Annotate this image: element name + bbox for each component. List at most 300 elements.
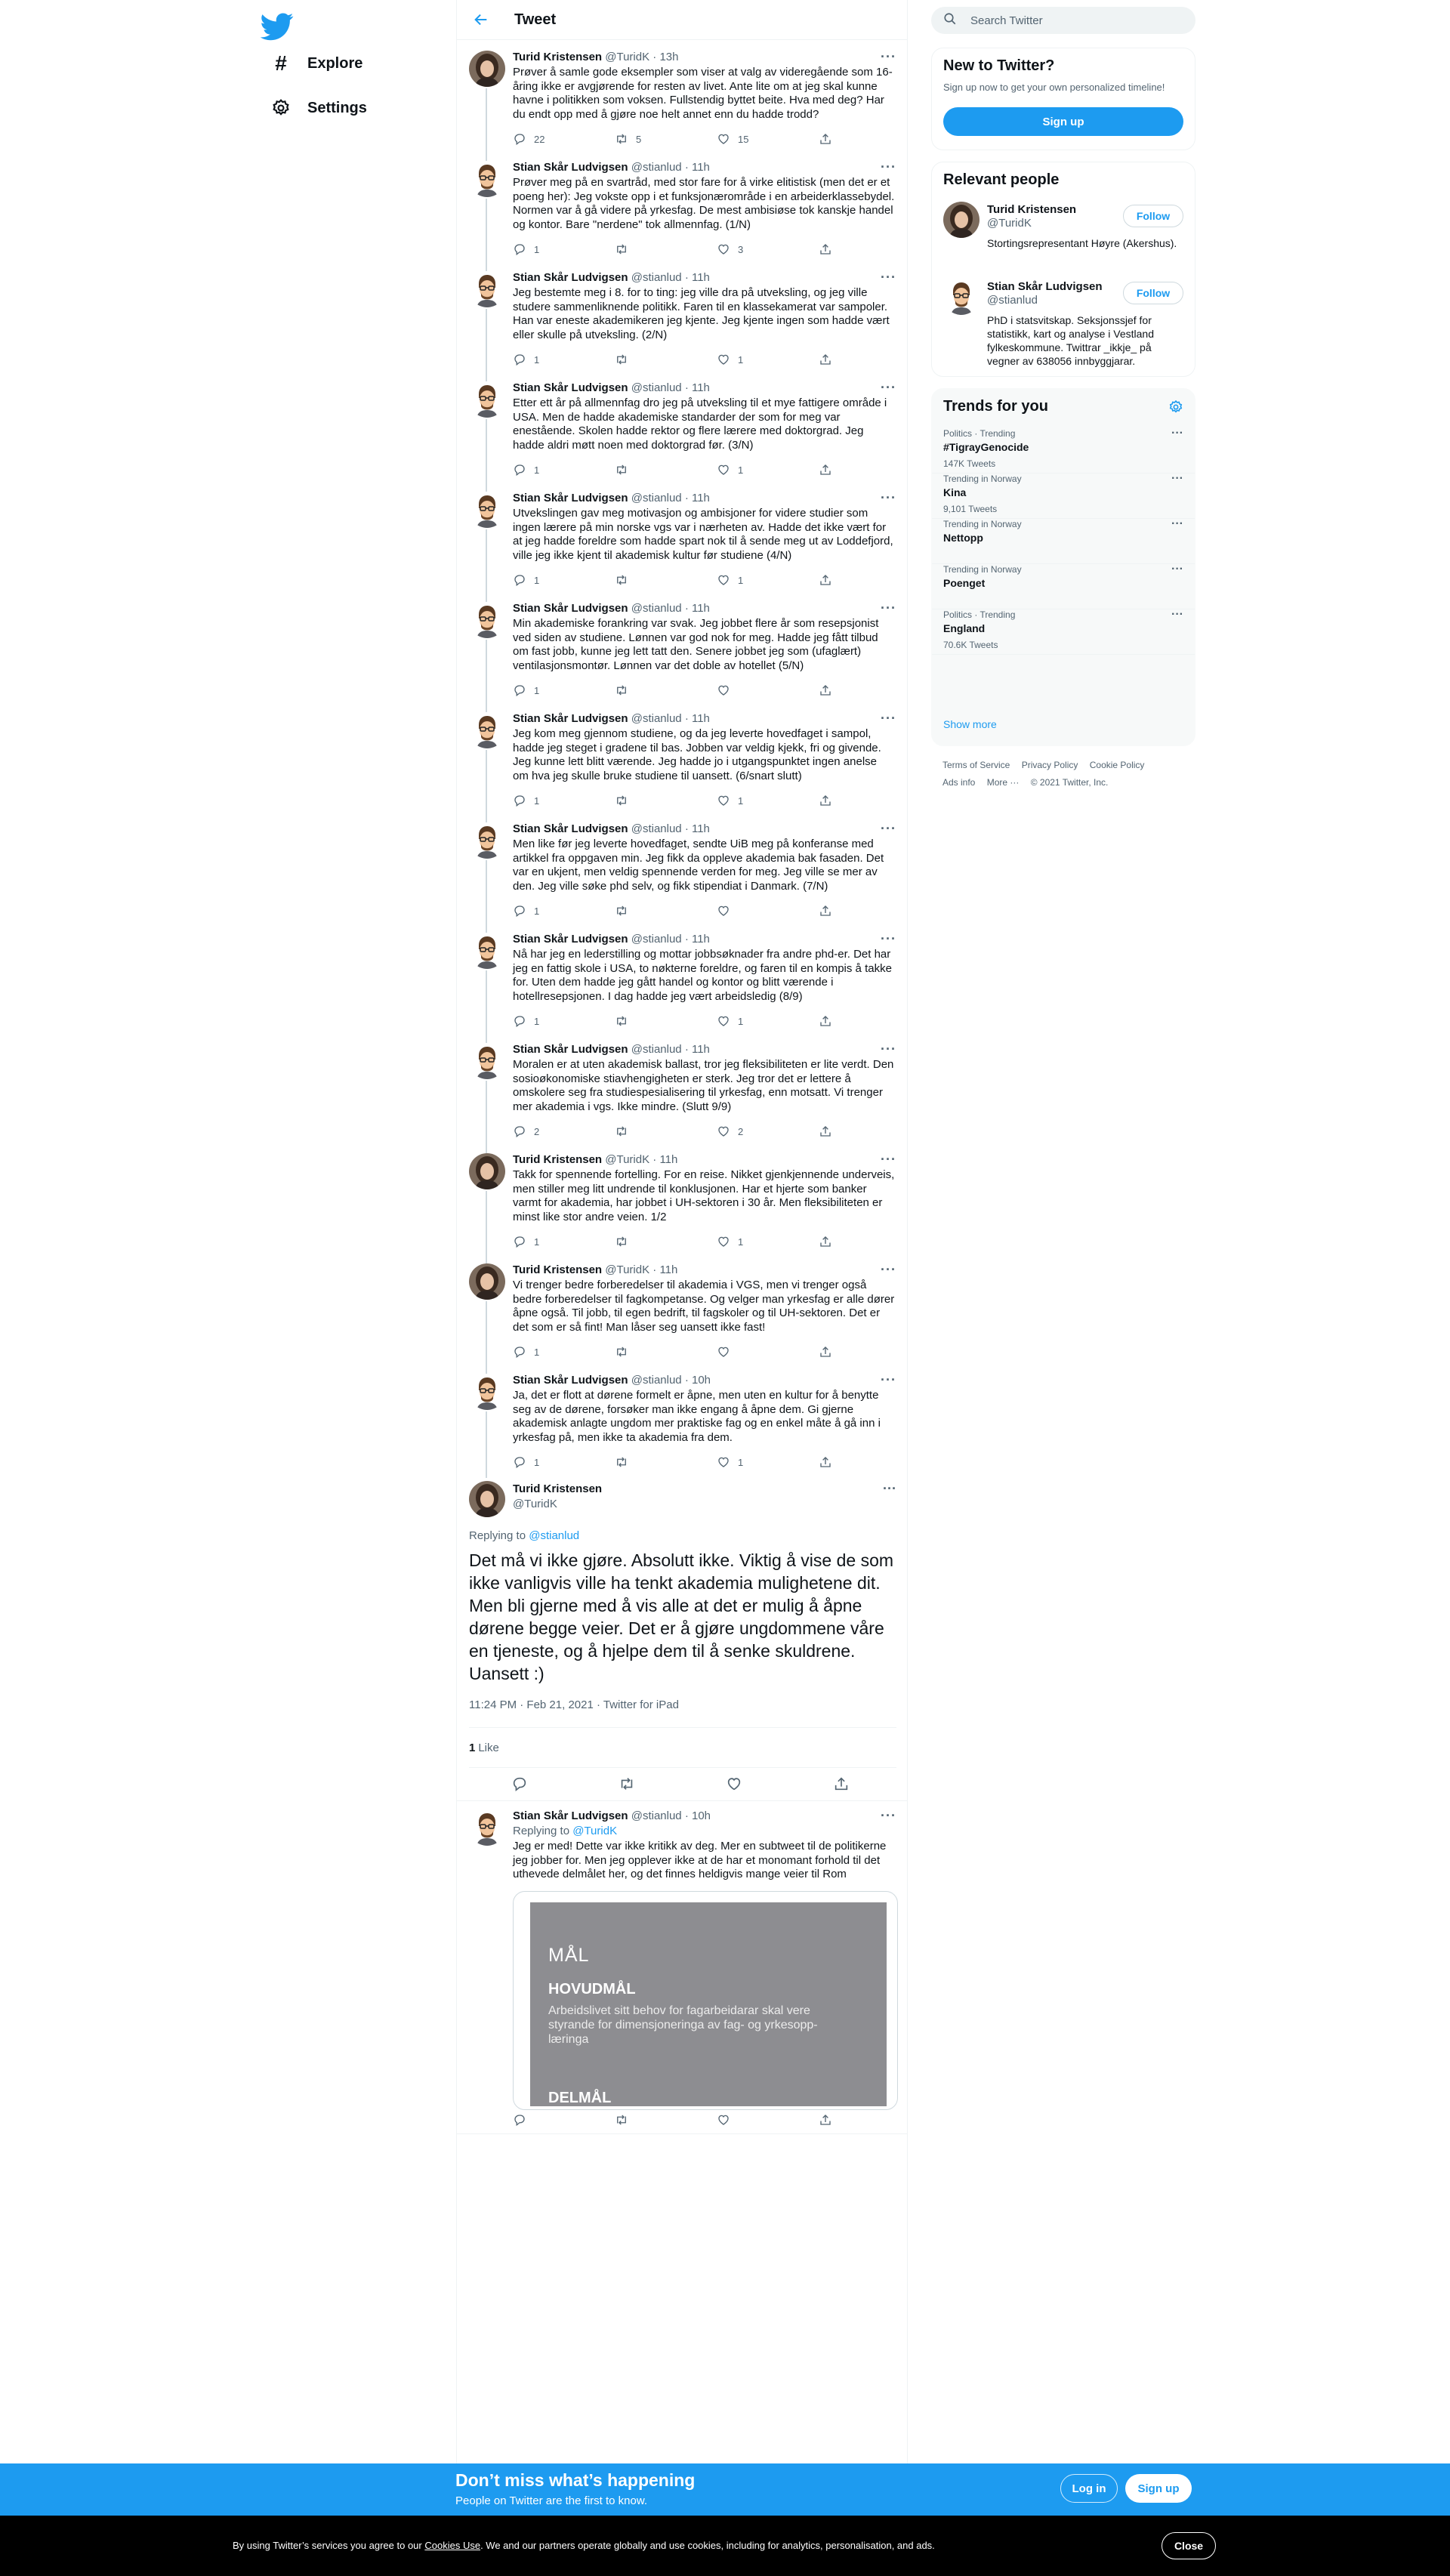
tweet-text: Moralen er at uten akademisk ballast, tror jeg fleksibiliteten er lite verdt. Den sosioøkonomiske stiavhengigheten er sterk. Jeg tror det er lettere å omskolere seg fra studiespesialisering til yrkesfag, enn motsatt. Vi trenger mer akademia i vgs. Ikke mindre. (Slutt 9/9): [513, 1058, 894, 1113]
reply-button[interactable]: [513, 242, 539, 256]
more-icon[interactable]: ···: [881, 49, 896, 64]
tweet-time[interactable]: · 10h: [684, 1374, 711, 1387]
reply-icon: [513, 463, 526, 477]
replying-to-link[interactable]: @stianlud: [529, 1529, 580, 1542]
like-button[interactable]: [717, 2113, 738, 2127]
reply-icon: [513, 1124, 526, 1138]
reply-button[interactable]: [513, 1345, 539, 1359]
reply-button[interactable]: [513, 904, 539, 918]
trend-name: Nettopp: [943, 532, 983, 544]
replying-to-link[interactable]: @TuridK: [572, 1825, 618, 1837]
author-handle[interactable]: @stianlud: [631, 1809, 682, 1822]
retweet-button[interactable]: [615, 904, 636, 918]
trend-count: 70.6K Tweets: [943, 640, 998, 650]
tweet[interactable]: [457, 1146, 907, 1256]
like-icon: [717, 683, 730, 697]
like-icon: [717, 1455, 730, 1469]
more-icon[interactable]: ···: [1171, 427, 1183, 440]
reply-count: 1: [534, 1015, 540, 1027]
person-handle[interactable]: @stianlud: [987, 294, 1038, 307]
sidebar-signup-button[interactable]: Sign up: [943, 107, 1183, 136]
retweet-count: 5: [636, 133, 642, 145]
retweet-icon: [615, 904, 628, 918]
tweet-text: Jeg kom meg gjennom studiene, og da jeg leverte hovedfaget i sampol, hadde jeg steget i gradene til bas. Jobben var veldig kjekk, fri og givende. Jeg kunne lett blitt værende. Jeg hadde jo i utgangspunktet ingen anelse om hva jeg skulle bruke studiene til uansett. (6/snart slutt): [513, 727, 881, 782]
author-name[interactable]: Stian Skår Ludvigsen: [513, 492, 628, 504]
trend-item[interactable]: [932, 564, 1195, 609]
tweet[interactable]: [457, 264, 907, 374]
tweet[interactable]: [457, 1256, 907, 1366]
follow-button[interactable]: Follow: [1123, 205, 1183, 227]
author-handle[interactable]: @stianlud: [631, 602, 682, 615]
tweet-time[interactable]: · 11h: [684, 492, 710, 504]
like-button[interactable]: [717, 683, 738, 697]
thread-line: [486, 372, 487, 381]
like-count: 3: [738, 243, 744, 255]
reply-count: 1: [534, 794, 540, 807]
trend-name: #TigrayGenocide: [943, 441, 1029, 453]
trend-item[interactable]: [932, 609, 1195, 655]
author-name[interactable]: Stian Skår Ludvigsen: [513, 1374, 628, 1387]
thread-line: [486, 1191, 487, 1257]
author-name[interactable]: Stian Skår Ludvigsen: [513, 381, 628, 394]
trend-item[interactable]: [932, 474, 1195, 519]
author-handle[interactable]: @stianlud: [631, 161, 682, 174]
avatar[interactable]: [469, 492, 505, 528]
author-name[interactable]: Turid Kristensen: [513, 1153, 603, 1166]
share-icon: [819, 1014, 832, 1028]
person-name[interactable]: Stian Skår Ludvigsen: [987, 280, 1103, 293]
show-more-link[interactable]: Show more: [943, 718, 997, 730]
share-button[interactable]: [819, 573, 840, 587]
reply-button[interactable]: [513, 1235, 539, 1248]
footer: [942, 757, 1192, 791]
tweet-time[interactable]: · 10h: [684, 1809, 711, 1822]
tweet[interactable]: [457, 594, 907, 705]
trend-item[interactable]: [932, 519, 1195, 564]
avatar[interactable]: [469, 271, 505, 307]
share-button[interactable]: [819, 1345, 840, 1359]
retweet-button[interactable]: [615, 573, 636, 587]
login-button[interactable]: Log in: [1060, 2474, 1118, 2503]
thread-line: [486, 1034, 487, 1043]
share-button[interactable]: [819, 794, 840, 807]
tweet-time[interactable]: · 11h: [684, 712, 710, 725]
tweet[interactable]: [457, 1366, 907, 1476]
share-icon: [819, 904, 832, 918]
replying-label: Replying to: [513, 1825, 570, 1837]
tweet-actions: [513, 1345, 838, 1360]
tweet-header: [513, 1809, 711, 1822]
attached-image[interactable]: [513, 1891, 898, 2110]
avatar[interactable]: [469, 1809, 505, 1846]
like-button[interactable]: [717, 1124, 743, 1138]
more-icon[interactable]: ···: [1171, 563, 1183, 575]
trends-title: Trends for you: [943, 398, 1048, 415]
author-handle[interactable]: @stianlud: [631, 271, 682, 284]
tweet-text: Jeg bestemte meg i 8. for to ting: jeg ville dra på utveksling, og jeg ville studere sammenliknende politikk. Faren til en klassekamerat var sampoler. Han var eneste akademikeren jeg kjente. Jeg kjente ingen som hadde vært eller skulle på utveksling. (2/N): [513, 286, 890, 341]
twitter-logo-icon[interactable]: [261, 9, 294, 42]
trend-context: Politics · Trending: [943, 609, 1016, 620]
tweet-text: Det må vi ikke gjøre. Absolutt ikke. Viktig å vise de som ikke vanligvis ville ha tenkt akademia mulighetene dit. Men bli gjerne med å vis alle at det er mulig å åpne dørene begge veier. Det er å gjøre ungdommene våre en tjeneste, og å hjelpe dem til å senke skuldrene. Uansett :): [469, 1550, 894, 1683]
thread-line: [486, 1411, 487, 1478]
tweet[interactable]: [457, 815, 907, 925]
author-handle[interactable]: @stianlud: [631, 381, 682, 394]
author-handle[interactable]: @TuridK: [605, 51, 650, 63]
like-button[interactable]: [717, 132, 748, 146]
author-name[interactable]: Stian Skår Ludvigsen: [513, 933, 628, 946]
reply-count: 1: [534, 1346, 540, 1358]
author-handle[interactable]: @TuridK: [605, 1263, 650, 1276]
retweet-button[interactable]: [615, 463, 636, 477]
footer-link[interactable]: Ads info: [942, 777, 976, 788]
search-input[interactable]: [970, 14, 1182, 27]
tweet-actions: [469, 1774, 896, 1797]
tweet-time[interactable]: · 11h: [684, 602, 710, 615]
tweet[interactable]: [457, 484, 907, 594]
relevant-people-box: [931, 162, 1195, 377]
author-handle[interactable]: @stianlud: [631, 492, 682, 504]
thread-line: [486, 483, 487, 492]
share-button[interactable]: [819, 242, 840, 256]
thread-line: [486, 1254, 487, 1263]
gear-icon[interactable]: [1168, 400, 1183, 415]
image-content: [530, 1902, 887, 2106]
replying-to: [513, 1825, 617, 1837]
author-name[interactable]: Stian Skår Ludvigsen: [513, 712, 628, 725]
more-icon[interactable]: ···: [1171, 472, 1183, 485]
share-button[interactable]: [819, 2113, 840, 2127]
new-to-twitter-title: New to Twitter?: [943, 57, 1055, 74]
like-button[interactable]: [717, 573, 743, 587]
tweet-header: [513, 933, 710, 946]
like-button[interactable]: [717, 353, 743, 366]
more-icon[interactable]: ···: [1171, 517, 1183, 530]
follow-button[interactable]: Follow: [1123, 282, 1183, 304]
avatar[interactable]: [469, 933, 505, 969]
share-button[interactable]: [819, 353, 840, 366]
author-handle[interactable]: @stianlud: [631, 822, 682, 835]
retweet-icon: [615, 1455, 628, 1469]
tweet-actions: [513, 683, 838, 699]
like-icon: [717, 794, 730, 807]
more-icon[interactable]: ···: [881, 1152, 896, 1167]
author-name[interactable]: Stian Skår Ludvigsen: [513, 271, 628, 284]
nav-explore[interactable]: [261, 44, 372, 83]
reply-tweet[interactable]: [457, 1802, 907, 2134]
retweet-button[interactable]: [615, 1345, 636, 1359]
retweet-icon: [615, 132, 628, 146]
thread-line: [486, 419, 487, 486]
trend-context: Trending in Norway: [943, 564, 1022, 575]
avatar[interactable]: [943, 202, 980, 238]
footer-link[interactable]: More ···: [986, 777, 1020, 788]
tweet-text: Etter ett år på allmennfag dro jeg på utveksling til et mye fattigere område i USA. Men de hadde akademiske standarder der som for meg var enestående. Skolen hadde rektor og flere lærere med doktorgrad. Jeg hadde aldri møtt noen med doktorgrad før. (3/N): [513, 396, 887, 452]
like-icon: [717, 242, 730, 256]
retweet-icon: [615, 1124, 628, 1138]
reply-count: 1: [534, 353, 540, 366]
reply-button[interactable]: [513, 132, 545, 146]
avatar[interactable]: [469, 161, 505, 197]
retweet-button[interactable]: [615, 1014, 636, 1028]
retweet-button[interactable]: [615, 2113, 636, 2127]
tweet-time[interactable]: · 11h: [684, 822, 710, 835]
like-icon: [717, 132, 730, 146]
like-button[interactable]: [717, 1455, 743, 1469]
reply-button[interactable]: [513, 463, 539, 477]
retweet-button[interactable]: [615, 353, 636, 366]
author-name[interactable]: Stian Skår Ludvigsen: [513, 161, 628, 174]
reply-count: 1: [534, 243, 540, 255]
avatar[interactable]: [469, 1263, 505, 1300]
like-count: 1: [738, 794, 744, 807]
tweet-actions: [513, 1455, 838, 1470]
share-icon: [819, 683, 832, 697]
tweet-text: Men like før jeg leverte hovedfaget, sendte UiB meg på konferanse med artikkel fra oppgaven min. Jeg fikk da oppleve akademia bak fasaden. Det var en ukjent, men veldig spennende verden for meg. Jeg ville se mer av den. Jeg ville søke phd selv, og fikk stipendiat i Danmark. (7/N): [513, 838, 884, 893]
author-name[interactable]: Turid Kristensen: [513, 51, 603, 63]
tweet[interactable]: [457, 925, 907, 1035]
author-handle[interactable]: @stianlud: [631, 712, 682, 725]
tweet-time[interactable]: · 11h: [684, 933, 710, 946]
tweet-actions: [513, 573, 838, 588]
share-button[interactable]: [819, 904, 840, 918]
tweet-header: [513, 1263, 677, 1276]
person-name[interactable]: Turid Kristensen: [987, 203, 1077, 216]
reply-button[interactable]: [513, 1014, 539, 1028]
like-count: 1: [738, 353, 744, 366]
share-button[interactable]: [819, 1124, 840, 1138]
image-text-hovudmal: HOVUDMÅL: [548, 1981, 636, 1998]
gear-icon: [270, 97, 292, 119]
author-handle[interactable]: @TuridK: [513, 1498, 557, 1510]
avatar[interactable]: [469, 712, 505, 748]
share-button[interactable]: [819, 1014, 840, 1028]
image-text-mal: MÅL: [548, 1945, 590, 1966]
focused-tweet: [457, 1476, 907, 1801]
avatar[interactable]: [469, 1153, 505, 1189]
footer-link[interactable]: Privacy Policy: [1021, 760, 1078, 770]
like-button[interactable]: [717, 242, 743, 256]
tweet-text: Ja, det er flott at dørene formelt er åpne, men uten en kultur for å benytte seg av de dørene, forsøker man ikke engang å åpne dem. Gi gjerne akademisk anlagte ungdom mer praktiske fag og en enkel måte å gå inn i yrkesfag på, men ikke ta akademia fra dem.: [513, 1389, 881, 1444]
share-icon[interactable]: [833, 1775, 850, 1795]
reply-button[interactable]: [513, 794, 539, 807]
share-icon: [819, 573, 832, 587]
avatar[interactable]: [469, 1374, 505, 1410]
tweet-time[interactable]: · 13h: [652, 51, 679, 63]
tweet-header: [513, 712, 710, 725]
avatar[interactable]: [469, 602, 505, 638]
like-button[interactable]: [717, 794, 743, 807]
tweet-meta[interactable]: 11:24 PM · Feb 21, 2021 · Twitter for iPad: [469, 1698, 679, 1711]
more-icon[interactable]: ···: [881, 490, 896, 505]
author-handle[interactable]: @TuridK: [605, 1153, 650, 1166]
reply-button[interactable]: [513, 683, 539, 697]
more-icon[interactable]: ···: [881, 1262, 896, 1277]
tweet[interactable]: [457, 153, 907, 264]
footer-link[interactable]: Terms of Service: [942, 760, 1010, 770]
trend-context: Trending in Norway: [943, 474, 1022, 484]
like-button[interactable]: [717, 463, 743, 477]
person-bio: Stortingsrepresentant Høyre (Akershus).: [987, 237, 1177, 249]
avatar[interactable]: [469, 51, 505, 87]
main-column: [456, 0, 908, 2463]
tweet-header: [513, 1153, 677, 1166]
author-name[interactable]: Stian Skår Ludvigsen: [513, 822, 628, 835]
reply-count: 1: [534, 905, 540, 917]
footer-link[interactable]: Cookie Policy: [1089, 760, 1145, 770]
retweet-button[interactable]: [615, 683, 636, 697]
author-handle[interactable]: @stianlud: [631, 1374, 682, 1387]
share-button[interactable]: [819, 463, 840, 477]
more-icon[interactable]: ···: [881, 711, 896, 726]
retweet-icon[interactable]: [619, 1775, 635, 1795]
tweet[interactable]: [457, 705, 907, 815]
reply-icon[interactable]: [511, 1775, 528, 1795]
retweet-button[interactable]: [615, 1235, 636, 1248]
share-icon: [819, 132, 832, 146]
avatar[interactable]: [469, 1481, 505, 1517]
author-name[interactable]: Turid Kristensen: [513, 1482, 603, 1495]
reply-count: 1: [534, 1236, 540, 1248]
reply-button[interactable]: [513, 1124, 539, 1138]
reply-count: 1: [534, 464, 540, 476]
like-icon: [717, 1014, 730, 1028]
reply-button[interactable]: [513, 573, 539, 587]
avatar[interactable]: [469, 1043, 505, 1079]
more-icon[interactable]: ···: [881, 931, 896, 946]
more-icon[interactable]: ···: [881, 1372, 896, 1387]
reply-button[interactable]: [513, 2113, 534, 2127]
like-count: 15: [738, 133, 749, 145]
search-box[interactable]: [931, 7, 1195, 34]
new-to-twitter-sub: Sign up now to get your own personalized timeline!: [943, 82, 1165, 93]
thread-line: [486, 1365, 487, 1374]
more-icon[interactable]: ···: [881, 159, 896, 174]
reply-button[interactable]: [513, 1455, 539, 1469]
avatar[interactable]: [943, 279, 980, 315]
more-icon[interactable]: ···: [881, 600, 896, 615]
reply-button[interactable]: [513, 353, 539, 366]
tweet-header: [513, 1374, 711, 1387]
like-count: 1: [738, 1456, 744, 1468]
tweet[interactable]: [457, 374, 907, 484]
more-icon[interactable]: ···: [881, 1041, 896, 1057]
back-arrow-icon[interactable]: [466, 5, 496, 35]
person-handle[interactable]: @TuridK: [987, 217, 1032, 230]
share-icon: [819, 242, 832, 256]
like-summary[interactable]: [469, 1727, 896, 1768]
tweet-header: [513, 602, 710, 615]
author-handle[interactable]: @stianlud: [631, 1043, 682, 1056]
thread-line: [486, 309, 487, 375]
cookie-text: [233, 2540, 935, 2551]
trend-count: 147K Tweets: [943, 458, 996, 469]
tweet-text: Nå har jeg en lederstilling og mottar jobbsøknader fra andre phd-er. Det har jeg en fattig skole i USA, to nøkterne foreldre, og faren til en kompis å takke for. Uten dem hadde jeg gått handel og kontor og blitt værende i hotellresepsjonen. I dag hadde jeg vært arbeidsledig (8/9): [513, 948, 892, 1003]
tweet-actions: [513, 1124, 838, 1140]
like-icon[interactable]: [726, 1775, 742, 1795]
more-icon[interactable]: ···: [881, 380, 896, 395]
author-name[interactable]: Stian Skår Ludvigsen: [513, 1809, 628, 1822]
more-icon[interactable]: ···: [883, 1481, 896, 1496]
retweet-button[interactable]: [615, 1124, 636, 1138]
share-button[interactable]: [819, 132, 840, 146]
tweet-time[interactable]: · 11h: [684, 161, 710, 174]
nav-explore-label: Explore: [307, 54, 363, 72]
tweet[interactable]: [457, 43, 907, 153]
tweet-actions: [513, 1014, 838, 1029]
more-icon[interactable]: ···: [881, 1808, 896, 1823]
reply-icon: [513, 1014, 526, 1028]
close-button[interactable]: Close: [1162, 2532, 1216, 2559]
retweet-button[interactable]: [615, 1455, 636, 1469]
tweet-time[interactable]: · 11h: [684, 381, 710, 394]
tweet-time[interactable]: · 11h: [652, 1263, 678, 1276]
retweet-icon: [615, 573, 628, 587]
thread-line: [486, 1081, 487, 1147]
more-icon[interactable]: ···: [881, 270, 896, 285]
author-handle[interactable]: @stianlud: [631, 933, 682, 946]
tweet-time[interactable]: · 11h: [684, 271, 710, 284]
trend-item[interactable]: [932, 428, 1195, 474]
reply-count: 2: [534, 1125, 540, 1137]
like-icon: [717, 1345, 730, 1359]
like-icon: [717, 573, 730, 587]
like-button[interactable]: [717, 904, 738, 918]
more-icon[interactable]: ···: [1171, 608, 1183, 621]
page-header: [457, 0, 907, 40]
more-icon[interactable]: ···: [881, 821, 896, 836]
retweet-button[interactable]: [615, 794, 636, 807]
signup-button[interactable]: Sign up: [1125, 2474, 1192, 2503]
tweet-header: [513, 492, 710, 504]
avatar[interactable]: [469, 822, 505, 859]
thread-line: [486, 813, 487, 822]
like-label: Like: [478, 1741, 499, 1754]
tweet[interactable]: [457, 1035, 907, 1146]
reply-icon: [513, 573, 526, 587]
tweet-actions: [513, 132, 838, 147]
tweet-text: Utvekslingen gav meg motivasjon og ambisjoner for videre studier som ingen lærere på min norske vgs var i nærheten av. Hadde det ikke vært for at jeg hadde foreldre som hadde spart nok til å sende meg ut av Loddefjord, ville jeg ikke kjent til akademisk kultur før studiene (4/N): [513, 507, 893, 562]
nav-settings[interactable]: [261, 88, 376, 128]
avatar[interactable]: [469, 381, 505, 418]
author-name[interactable]: Stian Skår Ludvigsen: [513, 1043, 628, 1056]
cookie-banner: [0, 2516, 1450, 2576]
share-button[interactable]: [819, 683, 840, 697]
like-icon: [717, 353, 730, 366]
like-button[interactable]: [717, 1014, 743, 1028]
copyright: © 2021 Twitter, Inc.: [1030, 777, 1109, 788]
share-icon: [819, 794, 832, 807]
share-button[interactable]: [819, 1235, 840, 1248]
share-button[interactable]: [819, 1455, 840, 1469]
image-text-delmal: DELMÅL: [548, 2090, 612, 2106]
retweet-button[interactable]: [615, 242, 636, 256]
reply-icon: [513, 794, 526, 807]
tweet-time[interactable]: · 11h: [684, 1043, 710, 1056]
tweet-actions: [513, 242, 838, 258]
author-name[interactable]: Turid Kristensen: [513, 1263, 603, 1276]
share-icon: [819, 1455, 832, 1469]
thread-line: [486, 1301, 487, 1368]
retweet-icon: [615, 1014, 628, 1028]
reply-count: 22: [534, 133, 545, 145]
trend-name: Poenget: [943, 577, 986, 589]
like-button[interactable]: [717, 1235, 743, 1248]
cookie-use-link[interactable]: Cookies Use: [424, 2540, 481, 2551]
retweet-button[interactable]: [615, 132, 641, 146]
tweet-time[interactable]: · 11h: [652, 1153, 678, 1166]
author-name[interactable]: Stian Skår Ludvigsen: [513, 602, 628, 615]
like-button[interactable]: [717, 1345, 738, 1359]
